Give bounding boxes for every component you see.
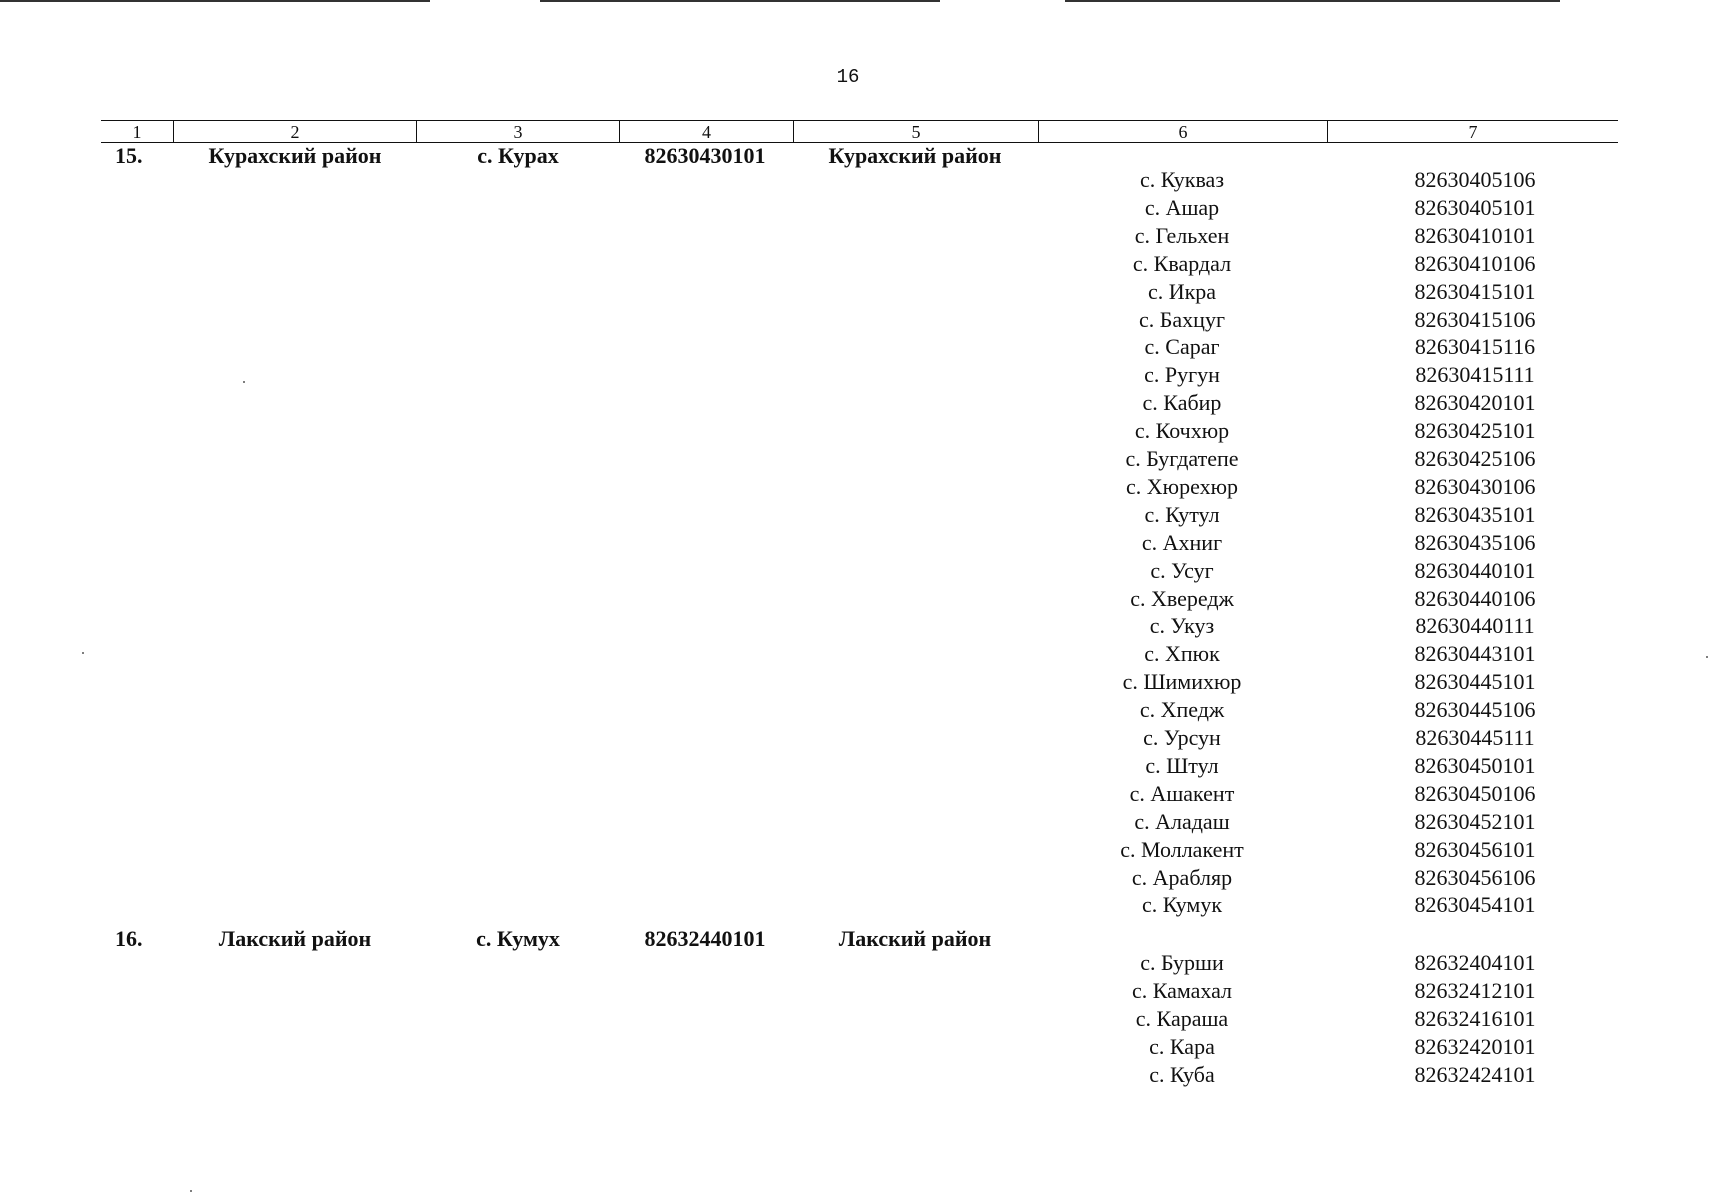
settlement-code: 82630410106 — [1414, 250, 1536, 276]
settlement-code: 82630445101 — [1414, 669, 1536, 695]
settlement-row — [0, 1034, 1716, 1062]
settlement-name: с. Куба — [1149, 1061, 1215, 1087]
district-center: с. Курах — [477, 143, 559, 168]
settlement-row — [0, 641, 1716, 669]
settlement-name: с. Хвередж — [1130, 585, 1234, 611]
settlement-code: 82632416101 — [1414, 1005, 1536, 1031]
settlement-row — [0, 502, 1716, 530]
district-name-repeat: Лакский район — [838, 926, 992, 951]
settlement-row — [0, 307, 1716, 335]
group-number: 16. — [115, 926, 143, 951]
settlement-row — [0, 334, 1716, 362]
settlement-name: с. Усуг — [1150, 557, 1214, 583]
settlement-name: с. Бурши — [1140, 950, 1224, 975]
settlement-code: 82630454101 — [1414, 892, 1536, 918]
settlement-row — [0, 1006, 1716, 1034]
settlement-row — [0, 195, 1716, 223]
settlement-name: с. Ашар — [1144, 194, 1220, 220]
district-name-repeat: Курахский район — [828, 143, 1002, 168]
settlement-name: с. Ашакент — [1129, 780, 1235, 806]
settlement-row — [0, 809, 1716, 837]
settlement-code: 82630450106 — [1414, 780, 1536, 806]
settlement-code: 82630456106 — [1414, 864, 1536, 890]
settlement-code: 82630452101 — [1414, 808, 1536, 834]
settlement-row — [0, 697, 1716, 725]
scan-edge-line — [1065, 0, 1560, 2]
center-code: 82632440101 — [644, 926, 766, 951]
settlement-row — [0, 167, 1716, 195]
settlement-code: 82630445111 — [1415, 725, 1535, 750]
settlement-row — [0, 950, 1716, 978]
table-header — [101, 120, 1618, 143]
settlement-row — [0, 865, 1716, 893]
settlement-name: с. Бахцуг — [1139, 306, 1225, 332]
settlement-name: с. Аладаш — [1134, 808, 1230, 834]
settlement-code: 82630450101 — [1414, 752, 1536, 778]
center-code: 82630430101 — [644, 143, 766, 168]
scan-speck — [190, 1190, 192, 1192]
settlement-row — [0, 362, 1716, 390]
settlement-name: с. Хпюк — [1144, 641, 1220, 667]
settlement-row — [0, 892, 1716, 920]
settlement-name: с. Караша — [1135, 1005, 1229, 1031]
settlement-code: 82630410101 — [1414, 222, 1536, 248]
settlement-name: с. Моллакент — [1120, 836, 1244, 862]
settlement-name: с. Кара — [1149, 1033, 1215, 1059]
settlement-row — [0, 978, 1716, 1006]
settlement-name: с. Штул — [1145, 752, 1219, 778]
settlement-code: 82630415111 — [1415, 362, 1535, 388]
settlement-code: 82630435101 — [1414, 501, 1536, 527]
settlement-code: 82630430106 — [1414, 473, 1536, 499]
scan-edge-line — [0, 0, 430, 2]
settlement-code: 82630405101 — [1414, 194, 1536, 220]
settlement-name: с. Шимихюр — [1122, 669, 1242, 695]
settlement-name: с. Кумук — [1141, 892, 1223, 918]
settlement-code: 82630415116 — [1414, 334, 1536, 360]
settlement-name: с. Сараг — [1144, 334, 1220, 360]
scan-edge-line — [540, 0, 940, 2]
settlement-code: 82632412101 — [1414, 977, 1536, 1003]
settlement-name: с. Укуз — [1149, 613, 1215, 639]
settlement-code: 82630415106 — [1414, 306, 1536, 332]
settlement-row — [0, 251, 1716, 279]
settlement-row — [0, 669, 1716, 697]
settlement-code: 82630420101 — [1414, 390, 1536, 416]
settlement-name: с. Кутул — [1144, 501, 1220, 527]
settlement-code: 82630443101 — [1414, 641, 1536, 667]
settlement-name: с. Хпедж — [1139, 697, 1225, 723]
settlement-name: с. Арабляр — [1131, 864, 1233, 890]
settlement-name: с. Бугдатепе — [1125, 446, 1239, 471]
settlement-row — [0, 446, 1716, 474]
settlement-code: 82632424101 — [1414, 1061, 1536, 1087]
district-name: Курахский район — [208, 143, 382, 168]
header-col-1: 1 — [132, 122, 142, 142]
page-number: 16 — [836, 66, 860, 88]
settlement-row — [0, 725, 1716, 753]
settlement-code: 82632420101 — [1414, 1033, 1536, 1059]
settlement-row — [0, 837, 1716, 865]
header-col-7: 7 — [1327, 121, 1618, 142]
settlement-name: с. Кабир — [1142, 390, 1222, 416]
settlement-row — [0, 781, 1716, 809]
settlement-name: с. Ахниг — [1141, 529, 1223, 555]
settlement-name: с. Хюрехюр — [1126, 473, 1238, 499]
header-col-4: 4 — [619, 121, 793, 142]
header-col-2: 2 — [173, 121, 416, 142]
district-center: с. Кумух — [476, 926, 560, 951]
settlement-name: с. Камахал — [1131, 977, 1233, 1003]
settlement-row — [0, 753, 1716, 781]
settlement-code: 82630405106 — [1414, 167, 1536, 192]
settlement-row — [0, 279, 1716, 307]
settlement-row — [0, 613, 1716, 641]
settlement-name: с. Кукваз — [1139, 167, 1225, 192]
settlement-name: с. Ругун — [1144, 362, 1220, 388]
settlement-code: 82630435106 — [1414, 529, 1536, 555]
settlement-row — [0, 530, 1716, 558]
header-col-6: 6 — [1038, 121, 1327, 142]
settlement-name: с. Урсун — [1143, 725, 1221, 750]
settlement-name: с. Квардал — [1132, 250, 1232, 276]
group-number: 15. — [115, 143, 143, 168]
settlement-name: с. Гельхен — [1134, 222, 1230, 248]
settlement-name: с. Кочхюр — [1134, 418, 1230, 444]
settlement-code: 82630445106 — [1414, 697, 1536, 723]
settlement-code: 82630456101 — [1414, 836, 1536, 862]
header-col-3: 3 — [416, 121, 619, 142]
settlement-code: 82630440106 — [1414, 585, 1536, 611]
settlement-code: 82632404101 — [1414, 950, 1536, 975]
settlement-name: с. Икра — [1147, 278, 1217, 304]
settlement-row — [0, 586, 1716, 614]
header-col-5: 5 — [793, 121, 1038, 142]
settlement-row — [0, 223, 1716, 251]
settlement-code: 82630425106 — [1414, 446, 1536, 471]
settlement-row — [0, 1062, 1716, 1090]
settlement-row — [0, 474, 1716, 502]
settlement-row — [0, 558, 1716, 586]
settlement-code: 82630415101 — [1414, 278, 1536, 304]
settlement-code: 82630425101 — [1414, 418, 1536, 444]
settlement-row — [0, 390, 1716, 418]
settlement-code: 82630440101 — [1414, 557, 1536, 583]
settlement-row — [0, 418, 1716, 446]
settlement-code: 82630440111 — [1415, 613, 1535, 639]
district-name: Лакский район — [218, 926, 372, 951]
